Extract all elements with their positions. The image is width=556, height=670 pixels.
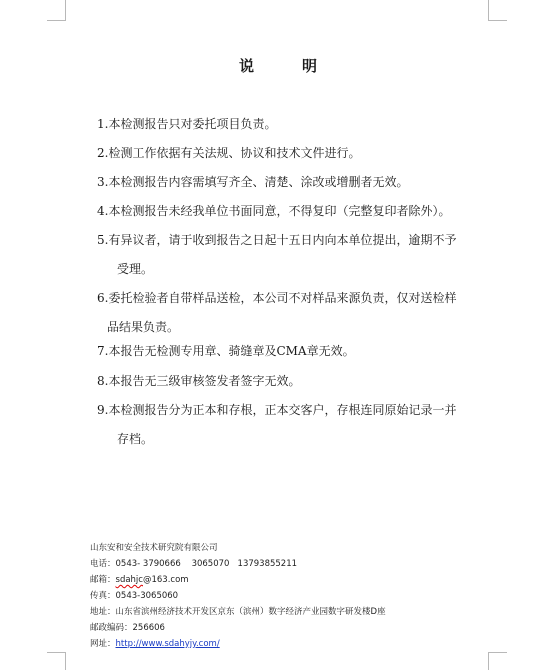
email-domain: @163.com — [142, 575, 189, 585]
crop-mark-top-left — [47, 0, 66, 21]
list-item-2 — [97, 139, 497, 168]
address-row — [90, 604, 386, 620]
phone-label: 电话： — [90, 559, 116, 569]
address-label: 地址： — [90, 607, 116, 617]
item-text: 4.本检测报告未经我单位书面同意，不得复印（完整复印者除外）。 — [97, 204, 451, 218]
list-item-6 — [97, 284, 497, 342]
item-text-continued: 存档。 — [117, 432, 154, 446]
list-item-3 — [97, 168, 497, 197]
crop-mark-bottom-right — [488, 652, 507, 670]
list-item-7 — [97, 337, 497, 366]
company-name: 山东安和安全技术研究院有限公司 — [90, 543, 218, 553]
website-row — [90, 636, 386, 652]
fax-value: 0543-3065060 — [115, 591, 179, 601]
contact-footer — [90, 540, 386, 652]
page-title — [0, 55, 556, 76]
item-text: 1.本检测报告只对委托项目负责。 — [97, 117, 277, 131]
phone-value: 0543- 3790666 3065070 13793855211 — [115, 559, 298, 569]
title-char-2: 明 — [302, 57, 318, 75]
item-text: 6.委托检验者自带样品送检，本公司不对样品来源负责，仅对送检样 — [97, 291, 457, 305]
fax-row — [90, 588, 386, 604]
list-item-5 — [97, 226, 497, 284]
fax-label: 传真： — [90, 591, 116, 601]
postcode-label: 邮政编码： — [90, 623, 133, 633]
email-row — [90, 572, 386, 588]
email-user: sdahjc — [115, 575, 143, 585]
item-text: 2.检测工作依据有关法规、协议和技术文件进行。 — [97, 146, 361, 160]
item-text-continued: 品结果负责。 — [107, 320, 180, 334]
website-link[interactable]: http://www.sdahyjy.com/ — [115, 639, 220, 649]
crop-mark-bottom-left — [47, 652, 66, 670]
item-text: 7.本报告无检测专用章、骑缝章及CMA章无效。 — [97, 344, 355, 358]
item-text: 9.本检测报告分为正本和存根，正本交客户，存根连同原始记录一并 — [97, 403, 457, 417]
item-text: 5.有异议者，请于收到报告之日起十五日内向本单位提出，逾期不予 — [97, 233, 457, 247]
item-text: 8.本报告无三级审核签发者签字无效。 — [97, 374, 301, 388]
list-item-8 — [97, 367, 497, 396]
list-item-1 — [97, 110, 497, 139]
postcode-row — [90, 620, 386, 636]
list-item-9 — [97, 396, 497, 454]
item-text: 3.本检测报告内容需填写齐全、清楚、涂改或增删者无效。 — [97, 175, 409, 189]
address-value: 山东省滨州经济技术开发区京东（滨州）数字经济产业园数字研发楼D座 — [115, 607, 386, 617]
list-item-4 — [97, 197, 497, 226]
phone-row — [90, 556, 386, 572]
website-label: 网址： — [90, 639, 116, 649]
crop-mark-top-right — [488, 0, 507, 21]
item-text-continued: 受理。 — [117, 262, 154, 276]
title-char-1: 说 — [238, 57, 254, 75]
postcode-value: 256606 — [132, 623, 165, 633]
email-label: 邮箱： — [90, 575, 116, 585]
